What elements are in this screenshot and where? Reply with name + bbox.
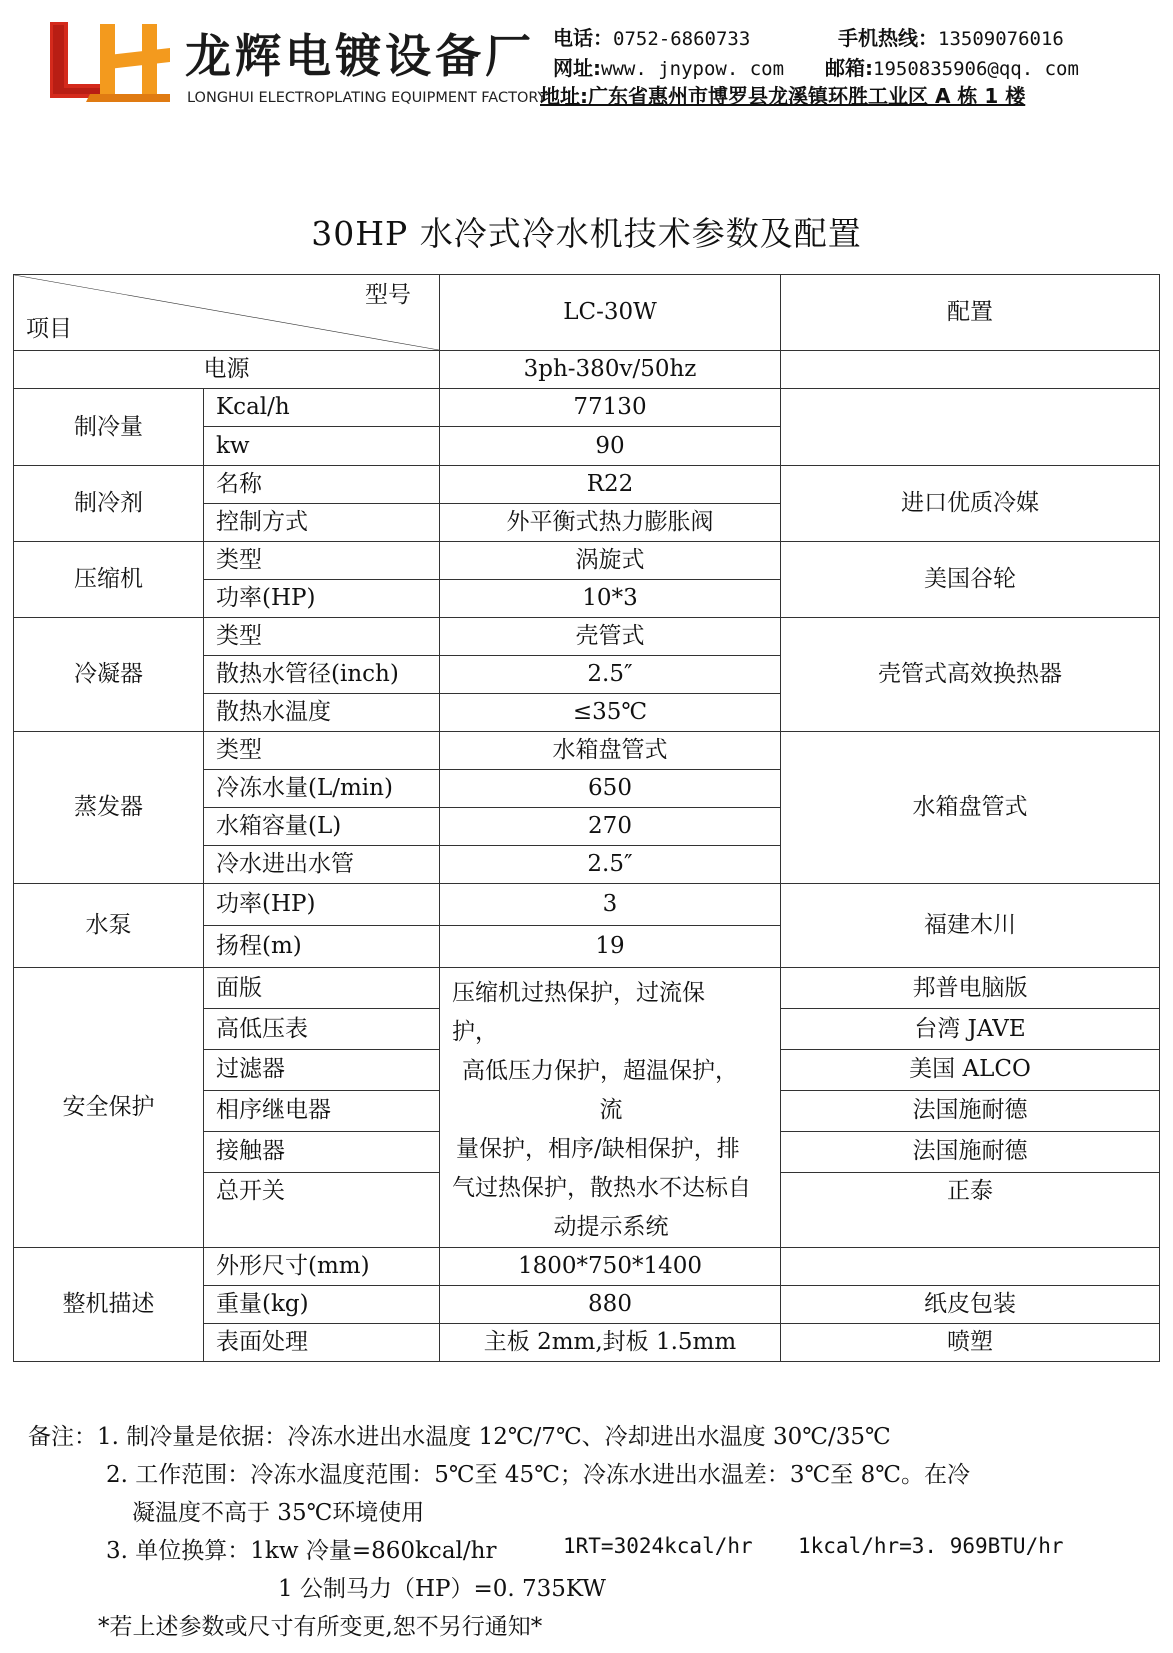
safety-desc-line: 护，: [452, 1019, 498, 1045]
machine-value-surface: 主板 2mm,封板 1.5mm: [440, 1324, 781, 1362]
condenser-sub-pipe: 散热水管径(inch): [204, 656, 440, 694]
condenser-value-pipe: 2.5″: [440, 656, 781, 694]
evaporator-sub-tank: 水箱容量(L): [204, 808, 440, 846]
contact-email[interactable]: 邮箱:1950835906@qq. com: [825, 56, 1079, 80]
condenser-label: 冷凝器: [14, 618, 204, 732]
compressor-sub-power: 功率(HP): [204, 580, 440, 618]
evaporator-value-flow: 650: [440, 770, 781, 808]
table-row: [14, 968, 1160, 1009]
pump-sub-head: 扬程(m): [204, 926, 440, 968]
condenser-value-type: 壳管式: [440, 618, 781, 656]
table-row: [14, 732, 1160, 770]
condenser-config: 壳管式高效换热器: [781, 618, 1160, 732]
safety-desc-line: 流: [599, 1097, 623, 1123]
evaporator-config: 水箱盘管式: [781, 732, 1160, 884]
note-3-hp: 1 公制马力（HP）=0. 735KW: [278, 1576, 606, 1602]
pump-label: 水泵: [14, 884, 204, 968]
pump-config: 福建木川: [781, 884, 1160, 968]
safety-label: 安全保护: [14, 968, 204, 1248]
evaporator-value-tank: 270: [440, 808, 781, 846]
machine-config-weight: 纸皮包装: [781, 1286, 1160, 1324]
safety-sub-contactor: 接触器: [204, 1131, 440, 1172]
note-3-btu: 1kcal/hr=3. 969BTU/hr: [798, 1534, 1064, 1558]
safety-desc-line: 高低压力保护，超温保护，: [462, 1058, 738, 1084]
machine-sub-surface: 表面处理: [204, 1324, 440, 1362]
refrigerant-value-name: R22: [440, 466, 781, 504]
safety-description: [440, 968, 781, 1248]
machine-label: 整机描述: [14, 1248, 204, 1362]
refrigerant-sub-control: 控制方式: [204, 504, 440, 542]
machine-config-surface: 喷塑: [781, 1324, 1160, 1362]
note-2-cont: 凝温度不高于 35℃环境使用: [132, 1500, 425, 1526]
compressor-value-power: 10*3: [440, 580, 781, 618]
evaporator-label: 蒸发器: [14, 732, 204, 884]
refrigerant-value-control: 外平衡式热力膨胀阀: [440, 504, 781, 542]
cooling-label: 制冷量: [14, 389, 204, 466]
power-value: 3ph-380v/50hz: [440, 351, 781, 389]
safety-sub-switch: 总开关: [204, 1172, 440, 1247]
condenser-sub-temp: 散热水温度: [204, 694, 440, 732]
evaporator-sub-flow: 冷冻水量(L/min): [204, 770, 440, 808]
safety-desc-line: 压缩机过热保护，过流保: [452, 980, 705, 1006]
table-row: [14, 618, 1160, 656]
cooling-value-kw: 90: [440, 427, 781, 466]
pump-sub-power: 功率(HP): [204, 884, 440, 926]
model-name: LC-30W: [440, 275, 781, 351]
refrigerant-config: 进口优质冷媒: [781, 466, 1160, 542]
condenser-sub-type: 类型: [204, 618, 440, 656]
machine-value-size: 1800*750*1400: [440, 1248, 781, 1286]
safety-config-relay: 法国施耐德: [781, 1090, 1160, 1131]
spec-table: [13, 274, 1160, 1362]
condenser-value-temp: ≤35℃: [440, 694, 781, 732]
company-name: 龙辉电镀设备厂: [185, 29, 535, 83]
compressor-config: 美国谷轮: [781, 542, 1160, 618]
cooling-sub-kw: kw: [204, 427, 440, 466]
safety-desc-line: 量保护，相序/缺相保护，排: [456, 1136, 740, 1162]
note-3-rt: 1RT=3024kcal/hr: [563, 1534, 753, 1558]
note-disclaimer: *若上述参数或尺寸有所变更,恕不另行通知*: [98, 1614, 543, 1640]
power-config: [781, 351, 1160, 389]
evaporator-value-type: 水箱盘管式: [440, 732, 781, 770]
pump-value-head: 19: [440, 926, 781, 968]
power-label: 电源: [14, 351, 440, 389]
safety-config-contactor: 法国施耐德: [781, 1131, 1160, 1172]
safety-sub-gauge: 高低压表: [204, 1008, 440, 1049]
evaporator-sub-type: 类型: [204, 732, 440, 770]
refrigerant-label: 制冷剂: [14, 466, 204, 542]
table-row: [14, 351, 1160, 389]
contact-address: 地址:广东省惠州市博罗县龙溪镇环胜工业区 A 栋 1 楼: [540, 84, 1026, 108]
safety-config-panel: 邦普电脑版: [781, 968, 1160, 1009]
table-row: [14, 466, 1160, 504]
table-row: [14, 1248, 1160, 1286]
note-2: 2. 工作范围：冷冻水温度范围：5℃至 45℃；冷冻水进出水温差：3℃至 8℃。在冷: [106, 1462, 970, 1488]
machine-value-weight: 880: [440, 1286, 781, 1324]
header-model-label: 型号: [365, 282, 411, 308]
safety-sub-relay: 相序继电器: [204, 1090, 440, 1131]
company-name-en: LONGHUI ELECTROPLATING EQUIPMENT FACTORY: [187, 90, 547, 106]
header-item-label: 项目: [26, 316, 72, 343]
safety-desc-line: 动提示系统: [553, 1214, 669, 1240]
contact-phone: 电话：0752-6860733: [553, 26, 751, 50]
compressor-value-type: 涡旋式: [440, 542, 781, 580]
compressor-sub-type: 类型: [204, 542, 440, 580]
document-title: 30HP 水冷式冷水机技术参数及配置: [311, 214, 862, 253]
cooling-value-kcal: 77130: [440, 389, 781, 427]
table-row: [14, 884, 1160, 926]
header-diagonal-cell: [14, 275, 440, 351]
config-header: 配置: [781, 275, 1160, 351]
compressor-label: 压缩机: [14, 542, 204, 618]
note-3: 3. 单位换算：1kw 冷量=860kcal/hr: [106, 1538, 497, 1564]
contact-mobile: 手机热线：13509076016: [838, 26, 1064, 50]
machine-sub-weight: 重量(kg): [204, 1286, 440, 1324]
machine-sub-size: 外形尺寸(mm): [204, 1248, 440, 1286]
safety-config-switch: 正泰: [781, 1172, 1160, 1247]
pump-value-power: 3: [440, 884, 781, 926]
safety-sub-panel: 面版: [204, 968, 440, 1009]
contact-website[interactable]: 网址:www. jnypow. com: [553, 56, 785, 80]
cooling-config: [781, 389, 1160, 466]
safety-desc-line: 气过热保护，散热水不达标自: [452, 1175, 751, 1201]
refrigerant-sub-name: 名称: [204, 466, 440, 504]
note-1: 备注：1. 制冷量是依据：冷冻水进出水温度 12℃/7℃、冷却进出水温度 30℃/35℃: [28, 1424, 891, 1450]
table-header-row: [14, 275, 1160, 351]
safety-config-filter: 美国 ALCO: [781, 1049, 1160, 1090]
table-row: [14, 389, 1160, 427]
table-row: [14, 542, 1160, 580]
safety-sub-filter: 过滤器: [204, 1049, 440, 1090]
machine-config-size: [781, 1248, 1160, 1286]
evaporator-value-pipe: 2.5″: [440, 846, 781, 884]
company-logo: [50, 22, 170, 112]
safety-config-gauge: 台湾 JAVE: [781, 1008, 1160, 1049]
cooling-sub-kcal: Kcal/h: [204, 389, 440, 427]
evaporator-sub-pipe: 冷水进出水管: [204, 846, 440, 884]
